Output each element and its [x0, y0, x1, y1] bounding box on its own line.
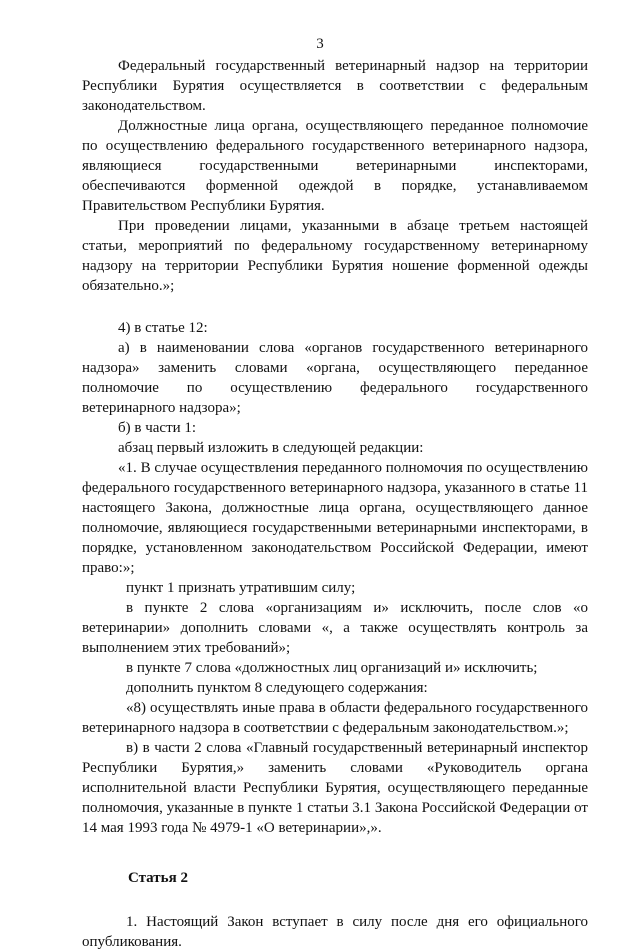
paragraph: а) в наименовании слова «органов государственного ветеринарного надзора» заменить словами «органа, осуществляющего переданное полномочие по осуществлению федерального государственного ветеринарного надзора»;: [82, 340, 588, 416]
paragraph: б) в части 1:: [118, 420, 197, 436]
paragraph: дополнить пунктом 8 следующего содержания:: [126, 680, 428, 696]
document-body: [82, 56, 588, 952]
paragraph: в) в части 2 слова «Главный государственный ветеринарный инспектор Республики Бурятия,» заменить словами «Руководитель органа исполнительной власти Республики Бурятия, осуществляющего переданные полномочия, указанные в пункте 1 статьи 3.1 Закона Российской Федерации от 14 мая 1993 года № 4979-1 «О ветеринарии»,».: [82, 740, 588, 836]
page-number: 3: [316, 36, 324, 52]
paragraph: 4) в статье 12:: [118, 320, 208, 336]
paragraph: «8) осуществлять иные права в области федерального государственного ветеринарного надзора в соответствии с федеральным законодательством.»;: [82, 700, 588, 736]
paragraph: в пункте 2 слова «организациям и» исключить, после слов «о ветеринарии» дополнить словами «, а также осуществлять контроль за выполнением этих требований»;: [82, 600, 588, 656]
article-heading: Статья 2: [128, 870, 188, 886]
paragraph: «1. В случае осуществления переданного полномочия по осуществлению федерального государственного ветеринарного надзора, указанного в статье 11 настоящего Закона, должностные лица органа, осуществляющего данное полномочие, являющиеся государственными ветеринарными инспекторами, в порядке, установленном законодательством Российской Федерации, имеют право:»;: [82, 460, 588, 576]
paragraph: в пункте 7 слова «должностных лиц организаций и» исключить;: [126, 660, 538, 676]
paragraph: 1. Настоящий Закон вступает в силу после дня его официального опубликования.: [82, 914, 588, 950]
paragraph: Федеральный государственный ветеринарный надзор на территории Республики Бурятия осуществляется в соответствии с федеральным законодательством.: [82, 58, 588, 114]
paragraph: пункт 1 признать утратившим силу;: [126, 580, 356, 596]
paragraph: При проведении лицами, указанными в абзаце третьем настоящей статьи, мероприятий по федеральному государственному ветеринарному надзору на территории Республики Бурятия ношение форменной одежды обязательно.»;: [82, 218, 588, 294]
paragraph: абзац первый изложить в следующей редакции:: [118, 440, 424, 456]
paragraph: Должностные лица органа, осуществляющего переданное полномочие по осуществлению федерального государственного ветеринарного надзора, являющиеся государственными ветеринарными инспекторами, обеспечиваются форменной одеждой в порядке, устанавливаемом Правительством Республики Бурятия.: [82, 118, 588, 214]
